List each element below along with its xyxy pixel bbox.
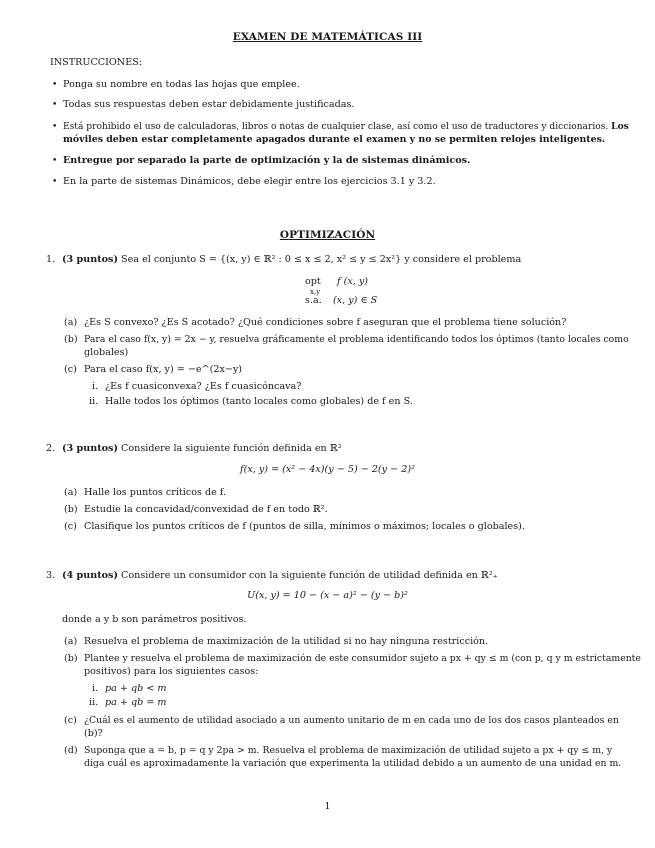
q1c-label: (c)	[64, 364, 77, 375]
q3d-label: (d)	[64, 745, 78, 756]
instruction-4: Entregue por separado la parte de optimización y la de sistemas dinámicos.	[63, 155, 471, 166]
q3a-label: (a)	[64, 636, 78, 647]
q1a-text: ¿Es S convexo? ¿Es S acotado? ¿Qué condiciones sobre f aseguran que el problema tiene solución?	[84, 317, 567, 328]
q3-params: donde a y b son parámetros positivos.	[62, 614, 247, 625]
q2b-label: (b)	[64, 504, 78, 515]
q2-formula: f(x, y) = (x² − 4x)(y − 5) − 2(y − 2)²	[240, 464, 415, 475]
q3c-text: ¿Cuál es el aumento de utilidad asociado a un aumento unitario de m en cada uno de los dos casos planteados en	[84, 715, 619, 726]
bullet-4: •	[52, 156, 58, 166]
instruction-5: En la parte de sistemas Dinámicos, debe elegir entre los ejercicios 3.1 y 3.2.	[63, 176, 436, 187]
q1-opt-label: opt	[305, 276, 321, 287]
q2-points: (3 puntos)	[62, 443, 118, 454]
instruction-2: Todas sus respuestas deben estar debidamente justificadas.	[63, 99, 355, 110]
q1-intro-text: Sea el conjunto S = {(x, y) ∈ ℝ² : 0 ≤ x ≤ 2, x² ≤ y ≤ 2x²} y considere el problema	[121, 254, 522, 265]
q1-number: 1.	[46, 254, 56, 265]
page-number: 1	[324, 801, 331, 812]
q1-objective: f (x, y)	[337, 276, 369, 287]
q1b-text-cont: globales)	[84, 347, 129, 358]
q2-intro	[62, 443, 342, 455]
instruction-3	[63, 121, 629, 133]
q3d-text: Suponga que a = b, p = q y 2pa > m. Resuelva el problema de maximización de utilidad sujeto a px + qy ≤ m, y	[84, 745, 613, 756]
bullet-3: •	[52, 122, 58, 132]
q3b-text: Plantee y resuelva el problema de maximización de este consumidor sujeto a px + qy ≤ m (con p, q y m estrictamente	[84, 653, 641, 664]
q1-points: (3 puntos)	[62, 254, 118, 265]
q1-constraint: (x, y) ∈ S	[333, 295, 378, 306]
q3c-text-cont: (b)?	[84, 728, 103, 739]
q1b-text: Para el caso f(x, y) = 2x − y, resuelva gráficamente el problema identificando todos los óptimos (tanto locales como	[84, 334, 629, 345]
q3bi-text: pa + qb < m	[105, 683, 167, 694]
exam-title: EXAMEN DE MATEMÁTICAS III	[232, 31, 423, 43]
q2c-text: Clasifique los puntos críticos de f (puntos de silla, mínimos o máximos; locales o globales).	[84, 521, 525, 532]
q3bii-label: ii.	[89, 697, 99, 708]
q2c-label: (c)	[64, 521, 77, 532]
q1ci-text: ¿Es f cuasiconvexa? ¿Es f cuasicóncava?	[105, 381, 302, 392]
q1a-label: (a)	[64, 317, 78, 328]
q1cii-text: Halle todos los óptimos (tanto locales como globales) de f en S.	[105, 396, 413, 407]
q3bii-text: pa + qb = m	[105, 697, 167, 708]
q1b-label: (b)	[64, 334, 78, 345]
q2-number: 2.	[46, 443, 56, 454]
bullet-1: •	[52, 80, 58, 90]
instruction-1: Ponga su nombre en todas las hojas que emplee.	[63, 79, 300, 90]
q3bi-label: i.	[92, 683, 99, 694]
q3-intro-text: Considere un consumidor con la siguiente función de utilidad definida en ℝ²₊	[121, 570, 498, 581]
q2a-text: Halle los puntos críticos de f.	[84, 487, 227, 498]
q1c-text: Para el caso f(x, y) = −e^(2x−y)	[84, 364, 243, 375]
q3b-text-cont: positivos) para los siguientes casos:	[84, 666, 259, 677]
q3-points: (4 puntos)	[62, 570, 118, 581]
q3b-label: (b)	[64, 653, 78, 664]
q1-opt-subscript: x,y	[310, 288, 321, 296]
section-title: OPTIMIZACIÓN	[279, 229, 376, 241]
q3-number: 3.	[46, 570, 56, 581]
bullet-5: •	[52, 177, 58, 187]
q3-intro	[62, 570, 498, 582]
instruction-3-bold: móviles deben estar completamente apagados durante el examen y no se permiten relojes inteligentes.	[63, 134, 606, 145]
q2a-label: (a)	[64, 487, 78, 498]
q2b-text: Estudie la concavidad/convexidad de f en todo ℝ².	[84, 504, 328, 515]
q1ci-label: i.	[92, 381, 99, 392]
q1-sa-label: s.a.	[305, 295, 322, 306]
bullet-2: •	[52, 100, 58, 110]
q3d-text-cont: diga cuál es aproximadamente la variación que experimenta la utilidad debido a un aumento de una unidad en m.	[84, 758, 622, 769]
q3a-text: Resuelva el problema de maximización de la utilidad si no hay ninguna restricción.	[84, 636, 489, 647]
q3c-label: (c)	[64, 715, 77, 726]
q1cii-label: ii.	[89, 396, 99, 407]
q2-intro-text: Considere la siguiente función definida en ℝ²	[121, 443, 342, 454]
q3-formula: U(x, y) = 10 − (x − a)² − (y − b)²	[247, 590, 408, 601]
q1-intro	[62, 254, 521, 266]
instruction-3-bold-start: Los	[611, 121, 629, 132]
instructions-heading: INSTRUCCIONES:	[50, 57, 143, 68]
instruction-3-text: Está prohibido el uso de calculadoras, libros o notas de cualquier clase, así como el uso de traductores y diccionarios.	[63, 122, 609, 132]
